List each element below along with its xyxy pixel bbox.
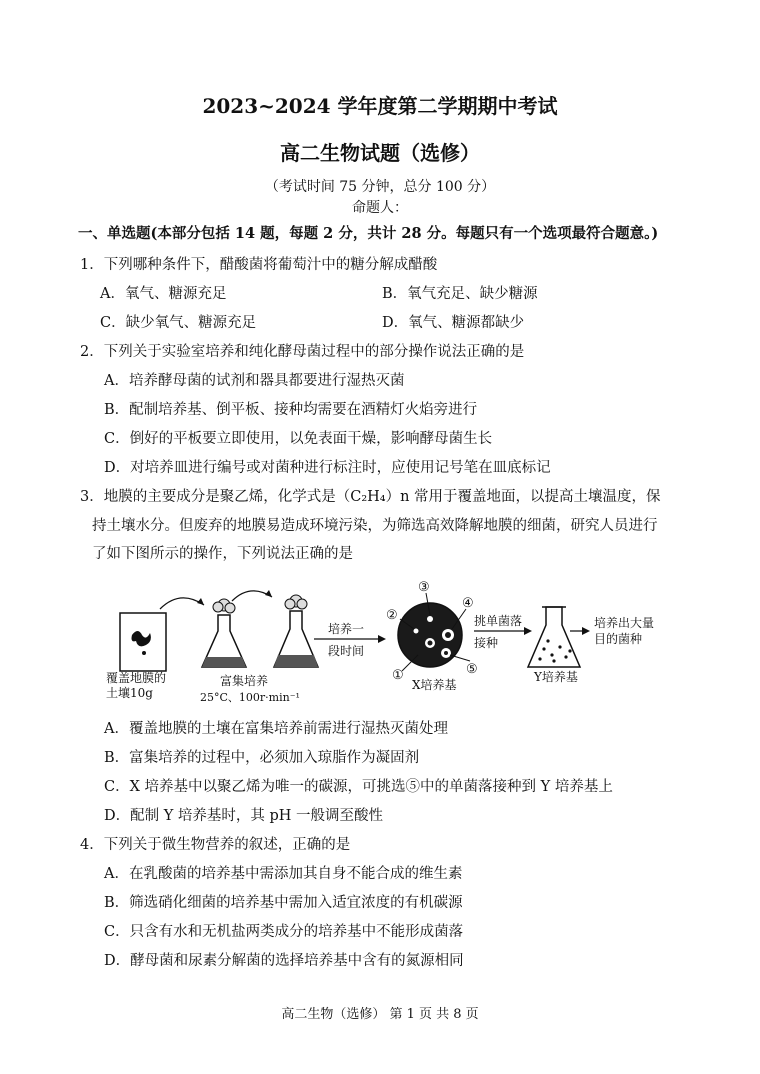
experiment-diagram <box>100 575 680 710</box>
enrichment-flask-2 <box>274 595 318 667</box>
plate-label: X培养基 <box>412 678 457 692</box>
soil-label-1: 覆盖地膜的 <box>106 671 167 685</box>
q4-option-c: C．只含有水和无机盐两类成分的培养基中不能形成菌落 <box>104 924 464 940</box>
q2-option-d: D．对培养皿进行编号或对菌种进行标注时，应使用记号笔在皿底标记 <box>104 460 551 476</box>
q2-option-b: B．配制培养基、倒平板、接种均需要在酒精灯火焰旁进行 <box>104 402 478 418</box>
q1-option-d: D．氧气、糖源都缺少 <box>382 315 525 331</box>
flask-y-label: Y培养基 <box>534 670 578 684</box>
result-label-2: 目的菌种 <box>594 632 643 646</box>
colony-number-2: ② <box>386 608 398 623</box>
exam-subtitle: 高二生物试题（选修） <box>280 141 480 165</box>
q3-option-d: D．配制 Y 培养基时，其 pH 一般调至酸性 <box>104 808 384 824</box>
arrow2-label-top: 挑单菌落 <box>474 614 523 628</box>
q3-option-c: C．X 培养基中以聚乙烯为唯一的碳源，可挑选⑤中的单菌落接种到 Y 培养基上 <box>104 779 613 795</box>
colony-number-4: ④ <box>462 596 474 611</box>
q2-option-a: A．培养酵母菌的试剂和器具都要进行湿热灭菌 <box>104 373 405 389</box>
arrow1-label-bottom: 段时间 <box>328 644 365 658</box>
q4-option-b: B．筛选硝化细菌的培养基中需加入适宜浓度的有机碳源 <box>104 895 463 911</box>
q3-stem-line2: 持土壤水分。但废弃的地膜易造成环境污染，为筛选高效降解地膜的细菌，研究人员进行 <box>92 518 658 534</box>
soil-sample <box>120 613 166 671</box>
arrow-head-4 <box>524 627 532 635</box>
arrow1-label-top: 培养一 <box>328 622 365 636</box>
q3-stem-line1: 3．地膜的主要成分是聚乙烯，化学式是（C₂H₄）n 常用于覆盖地面，以提高土壤温度，保 <box>80 489 661 505</box>
exam-title: 2023~2024 学年度第二学期期中考试 <box>202 94 558 118</box>
q1-stem: 1．下列哪种条件下，醋酸菌将葡萄汁中的糖分解成醋酸 <box>80 257 438 273</box>
exam-info: （考试时间 75 分钟，总分 100 分） <box>264 179 496 195</box>
arrow-head-5 <box>582 627 590 635</box>
y-medium-flask <box>528 607 580 667</box>
q1-option-b: B．氧气充足、缺少糖源 <box>382 286 538 302</box>
q3-option-b: B．富集培养的过程中，必须加入琼脂作为凝固剂 <box>104 750 420 766</box>
q1-option-c: C．缺少氧气、糖源充足 <box>100 315 257 331</box>
q2-stem: 2．下列关于实验室培养和纯化酵母菌过程中的部分操作说法正确的是 <box>80 344 525 360</box>
q3-option-a: A．覆盖地膜的土壤在富集培养前需进行湿热灭菌处理 <box>104 721 448 737</box>
page-footer: 高二生物（选修） 第 1 页 共 8 页 <box>281 1007 479 1022</box>
colony-number-5: ⑤ <box>466 662 478 677</box>
arrow2-label-bottom: 接种 <box>474 636 499 650</box>
result-label-1: 培养出大量 <box>594 616 655 630</box>
q4-option-d: D．酵母菌和尿素分解菌的选择培养基中含有的氮源相同 <box>104 953 464 969</box>
colony-number-1: ① <box>392 668 404 683</box>
soil-label-2: 土壤10g <box>106 686 153 700</box>
enrichment-flask-1 <box>202 599 246 667</box>
section-heading: 一、单选题(本部分包括 14 题，每题 2 分，共计 28 分。每题只有一个选项最符合题意。) <box>78 225 659 242</box>
colony-number-3: ③ <box>418 580 430 595</box>
q2-option-c: C．倒好的平板要立即使用，以免表面干燥，影响酵母菌生长 <box>104 431 493 447</box>
enrich-conditions: 25°C、100r·min⁻¹ <box>200 691 300 704</box>
q1-option-a: A．氧气、糖源充足 <box>100 286 227 302</box>
curved-arrow-1 <box>160 598 204 609</box>
q4-option-a: A．在乳酸菌的培养基中需添加其自身不能合成的维生素 <box>104 866 463 882</box>
q3-stem-line3: 了如下图所示的操作，下列说法正确的是 <box>92 546 353 562</box>
author-label: 命题人： <box>352 200 408 216</box>
q4-stem: 4．下列关于微生物营养的叙述，正确的是 <box>80 837 351 853</box>
arrow-head-3 <box>378 635 386 643</box>
curved-arrow-2 <box>232 591 272 601</box>
enrich-label: 富集培养 <box>220 674 269 688</box>
